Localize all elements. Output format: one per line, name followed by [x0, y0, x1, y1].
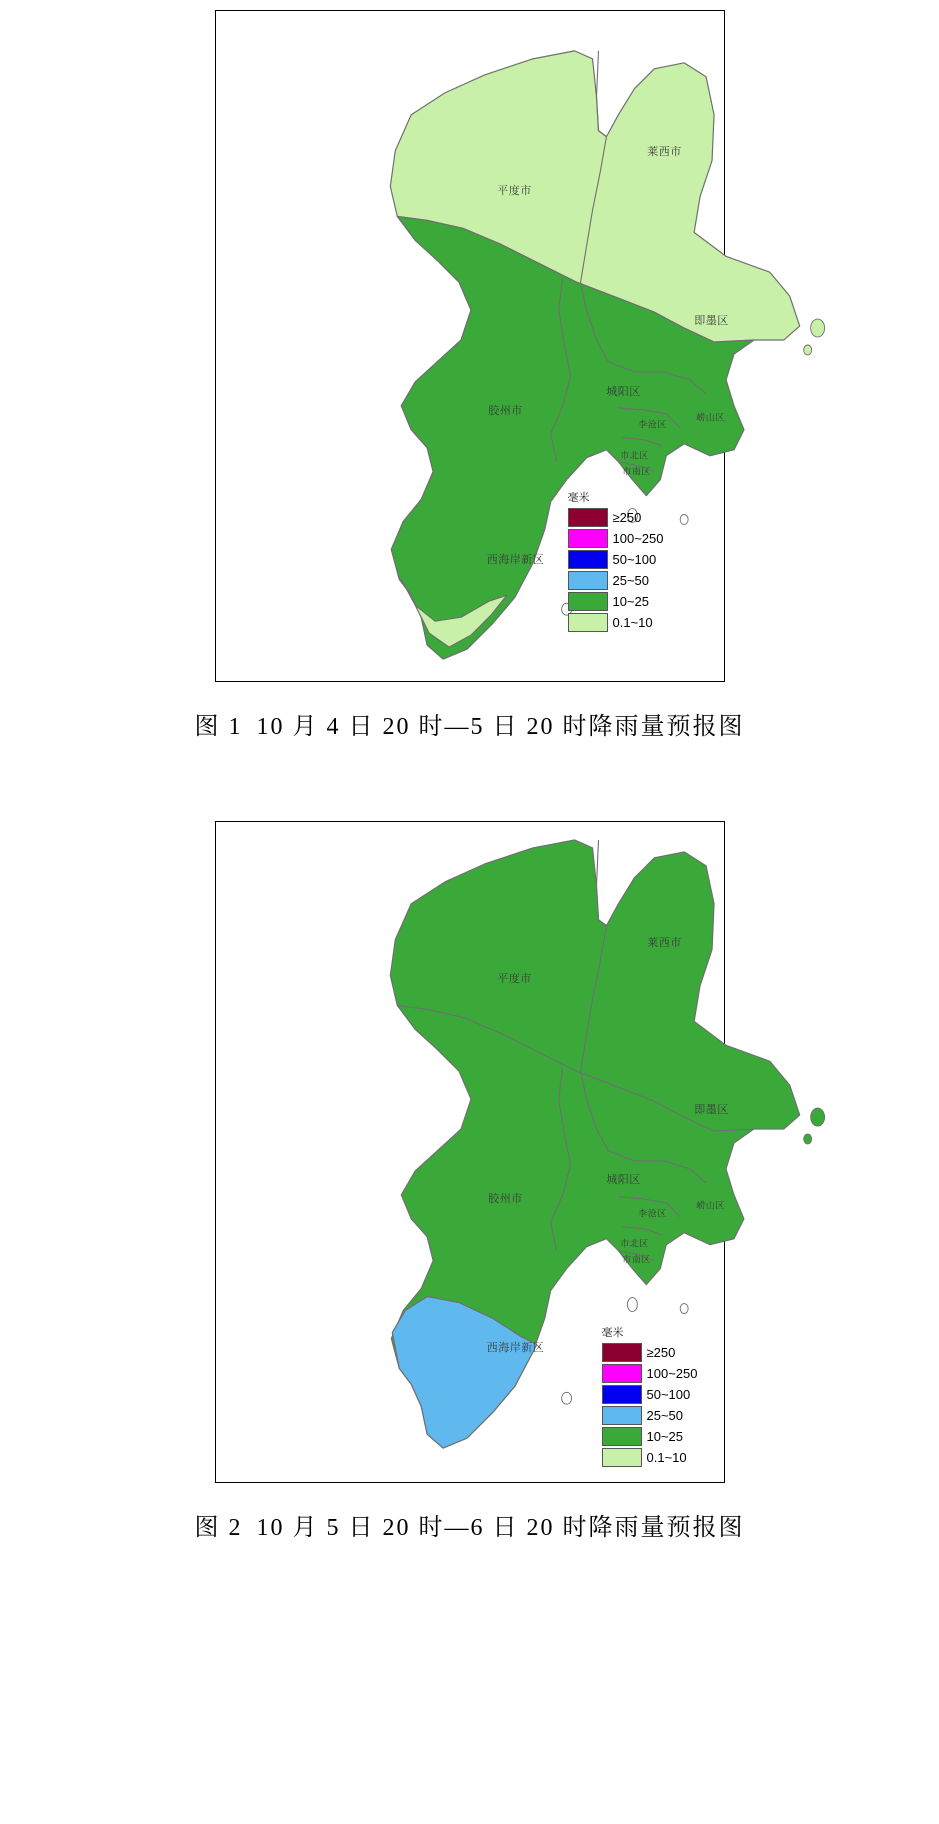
region-label-laixi: 莱西市: [647, 146, 682, 158]
region-label-licang: 李沧区: [638, 1208, 667, 1219]
legend-row: [568, 591, 688, 612]
legend-row: [568, 507, 688, 528]
legend-label-10-25: 10~25: [646, 1429, 684, 1444]
legend-label-25-50: 25~50: [612, 573, 650, 588]
legend-label-ge250: ≥250: [612, 510, 642, 525]
region-label-jimo: 即墨区: [694, 1104, 729, 1116]
legend-swatch-10-25: [568, 592, 608, 611]
map-figure-2: [215, 821, 729, 1483]
legend-swatch-25-50: [602, 1406, 642, 1425]
region-label-shibei: 市北区: [620, 450, 649, 461]
legend-label-25-50: 25~50: [646, 1408, 684, 1423]
map2-islet-4: [680, 1304, 688, 1314]
region-label-licang: 李沧区: [638, 419, 667, 430]
legend-label-0.1-10: 0.1~10: [646, 1450, 687, 1465]
figure-2-block: [0, 821, 939, 1542]
map2-islet-3: [627, 1298, 637, 1312]
caption-1-text: 10 月 4 日 20 时—5 日 20 时降雨量预报图: [256, 714, 745, 740]
figure-gap: [0, 741, 939, 811]
region-label-pingdu: 平度市: [497, 973, 532, 985]
region-label-laoshan: 崂山区: [696, 1200, 725, 1211]
legend-title: 毫米: [601, 1327, 624, 1339]
legend-swatch-0.1-10: [602, 1448, 642, 1467]
region-label-laixi: 莱西市: [647, 937, 682, 949]
legend-swatch-10-25: [602, 1427, 642, 1446]
legend-row: [568, 570, 688, 591]
region-label-xihaian: 西海岸新区: [486, 1342, 545, 1354]
caption-2-text: 10 月 5 日 20 时—6 日 20 时降雨量预报图: [256, 1515, 745, 1541]
legend-row: [568, 528, 688, 549]
legend-title: 毫米: [567, 492, 590, 504]
legend-swatch-ge250: [568, 508, 608, 527]
region-label-shinan: 市南区: [622, 1254, 651, 1265]
map1-island-1: [810, 319, 824, 337]
region-label-jimo: 即墨区: [694, 315, 729, 327]
region-label-xihaian: 西海岸新区: [486, 554, 545, 566]
region-label-chengyang: 城阳区: [606, 1174, 641, 1186]
legend-swatch-25-50: [568, 571, 608, 590]
legend-figure-1: [568, 489, 688, 633]
legend-row: [602, 1426, 722, 1447]
legend-figure-2: [602, 1324, 722, 1468]
legend-label-100-250: 100~250: [612, 531, 664, 546]
map-figure-1: [215, 10, 729, 682]
caption-1-label: 图 1: [194, 714, 243, 740]
region-label-pingdu: 平度市: [497, 185, 532, 197]
legend-row: [602, 1447, 722, 1468]
legend-swatch-50-100: [602, 1385, 642, 1404]
caption-2-label: 图 2: [194, 1515, 243, 1541]
legend-swatch-0.1-10: [568, 613, 608, 632]
legend-row: [568, 612, 688, 633]
map2-island-2: [803, 1134, 811, 1144]
map2-island-1: [810, 1108, 824, 1126]
map2-islet-5: [561, 1392, 571, 1404]
figure-1-block: [0, 10, 939, 741]
legend-label-0.1-10: 0.1~10: [612, 615, 653, 630]
caption-figure-2: [0, 1507, 939, 1542]
map1-island-2: [803, 345, 811, 355]
legend-row: [568, 549, 688, 570]
legend-swatch-100-250: [568, 529, 608, 548]
region-label-jiaozhou: 胶州市: [488, 405, 523, 417]
legend-swatch-50-100: [568, 550, 608, 569]
legend-label-50-100: 50~100: [646, 1387, 691, 1402]
legend-swatch-ge250: [602, 1343, 642, 1362]
legend-row: [602, 1342, 722, 1363]
region-label-chengyang: 城阳区: [606, 386, 641, 398]
caption-figure-1: [0, 706, 939, 741]
legend-row: [602, 1363, 722, 1384]
legend-label-100-250: 100~250: [646, 1366, 698, 1381]
legend-label-10-25: 10~25: [612, 594, 650, 609]
legend-label-ge250: ≥250: [646, 1345, 676, 1360]
legend-swatch-100-250: [602, 1364, 642, 1383]
region-label-shibei: 市北区: [620, 1238, 649, 1249]
region-label-laoshan: 崂山区: [696, 412, 725, 423]
region-label-jiaozhou: 胶州市: [488, 1193, 523, 1205]
region-label-shinan: 市南区: [622, 466, 651, 477]
page: [0, 10, 939, 1542]
legend-row: [602, 1405, 722, 1426]
legend-row: [602, 1384, 722, 1405]
legend-label-50-100: 50~100: [612, 552, 657, 567]
